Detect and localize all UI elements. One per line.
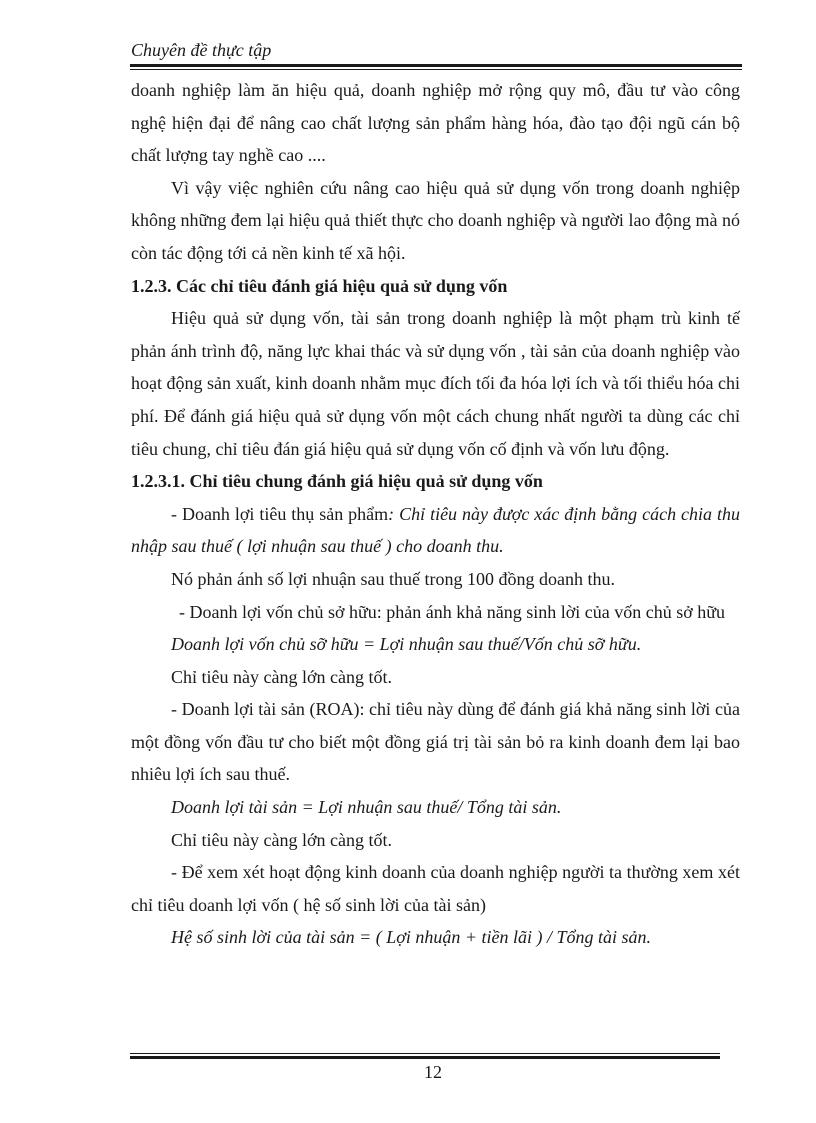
paragraph: Chỉ tiêu này càng lớn càng tốt. [171,666,392,687]
page-header-title: Chuyên đề thực tập [131,40,272,60]
paragraph: - Doanh lợi vốn chủ sở hữu: phản ánh khả năng sinh lời của vốn chủ sở hữu [179,601,726,622]
formula: Hệ số sinh lời của tài sản = ( Lợi nhuận + tiền lãi ) / Tổng tài sản. [171,927,652,948]
page-number: 12 [424,1062,442,1082]
header-divider [130,64,742,70]
section-heading: 1.2.3. Các chỉ tiêu đánh giá hiệu quả sử dụng vốn [131,275,508,296]
paragraph: Nó phản ánh số lợi nhuận sau thuế trong 100 đồng doanh thu. [171,568,615,589]
subsection-heading: 1.2.3.1. Chỉ tiêu chung đánh giá hiệu quả sử dụng vốn [131,471,543,492]
paragraph [131,498,740,563]
term-definition: : Chỉ tiêu này được xác định bằng cách chia thu nhập sau thuế ( lợi nhuận sau thuế ) cho doanh thu. [131,503,740,557]
paragraph: Chỉ tiêu này càng lớn càng tốt. [171,829,392,850]
paragraph: - Doanh lợi tài sản (ROA): chỉ tiêu này dùng để đánh giá khả năng sinh lời của một đồng vốn đầu tư cho biết một đồng giá trị tài sản bỏ ra kinh doanh đem lại bao nhiêu lợi ích sau thuế. [131,699,740,785]
formula: Doanh lợi tài sản = Lợi nhuận sau thuế/ Tổng tài sản. [171,797,562,818]
paragraph: - Để xem xét hoạt động kinh doanh của doanh nghiệp người ta thường xem xét chỉ tiêu doanh lợi vốn ( hệ số sinh lời của tài sản) [131,862,740,915]
paragraph: doanh nghiệp làm ăn hiệu quả, doanh nghiệp mở rộng quy mô, đầu tư vào công nghệ hiện đại để nâng cao chất lượng sản phẩm hàng hóa, đào tạo đội ngũ cán bộ chất lượng tay nghề cao .... [131,80,740,166]
term-label: - Doanh lợi tiêu thụ sản phẩm [171,503,389,524]
paragraph: Vì vậy việc nghiên cứu nâng cao hiệu quả sử dụng vốn trong doanh nghiệp không những đem lại hiệu quả thiết thực cho doanh nghiệp và người lao động mà nó còn tác động tới cả nền kinh tế xã hội. [131,177,740,263]
document-body [131,74,740,954]
paragraph: Hiệu quả sử dụng vốn, tài sản trong doanh nghiệp là một phạm trù kinh tế phản ánh trình độ, năng lực khai thác và sử dụng vốn , tài sản của doanh nghiệp vào hoạt động sản xuất, kinh doanh nhằm mục đích tối đa hóa lợi ích và tối thiểu hóa chi phí. Để đánh giá hiệu quả sử dụng vốn một cách chung nhất người ta dùng các chỉ tiêu chung, chỉ tiêu đán giá hiệu quả sử dụng vốn cố định và vốn lưu động. [131,308,740,459]
footer-divider [130,1053,720,1059]
formula: Doanh lợi vốn chủ sỡ hữu = Lợi nhuận sau thuế/Vốn chủ sỡ hữu. [171,634,642,655]
